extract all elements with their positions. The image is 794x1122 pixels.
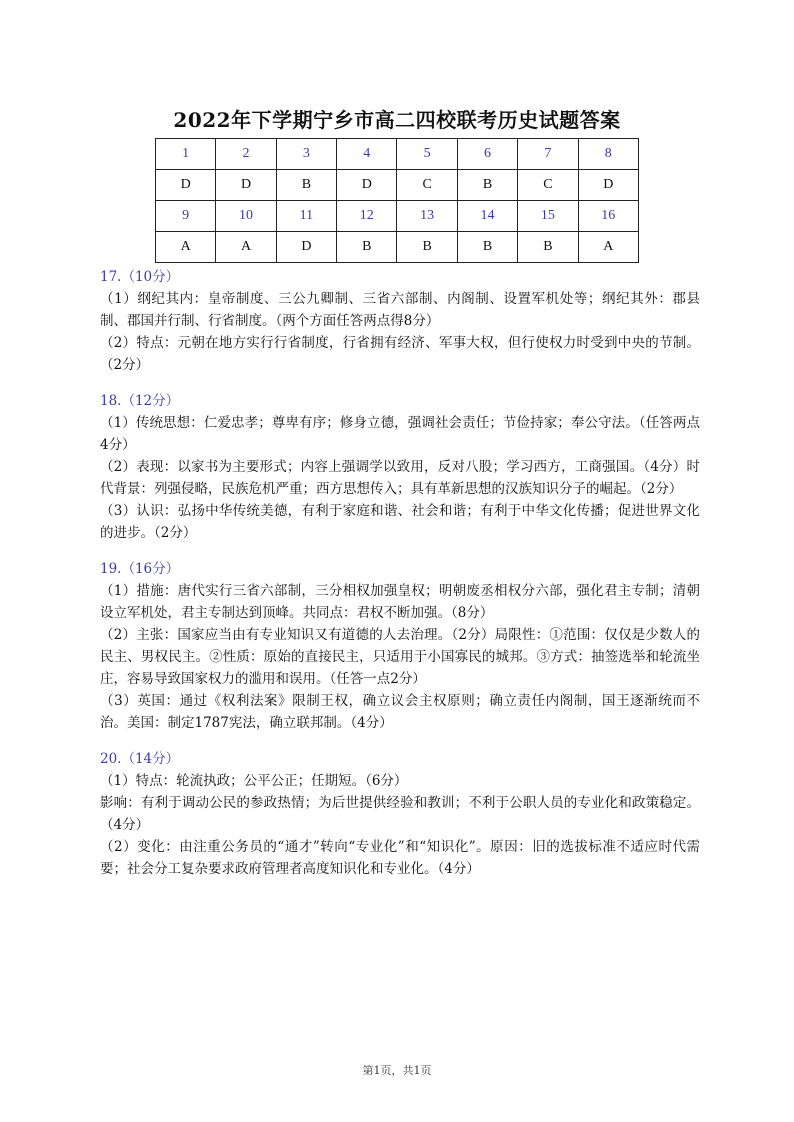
- question-number: 6: [457, 139, 517, 170]
- question-number: 15: [518, 201, 578, 232]
- answer-cell: C: [518, 170, 578, 201]
- answer-table-answer-row: [156, 232, 639, 263]
- answer-cell: A: [216, 232, 276, 263]
- question-17: [100, 266, 700, 376]
- answer-cell: B: [276, 170, 336, 201]
- answer-line: （3）英国：通过《权利法案》限制王权，确立议会主权原则；确立责任内阁制，国王逐渐统而不治。美国：制定1787宪法，确立联邦制。（4分）: [100, 693, 700, 731]
- question-number: 16: [578, 201, 638, 232]
- question-number: 9: [156, 201, 216, 232]
- question-number: 7: [518, 139, 578, 170]
- answer-line: （1）特点：轮流执政；公平公正；任期短。（6分）: [100, 773, 408, 789]
- answer-line: （2）表现：以家书为主要形式；内容上强调学以致用，反对八股；学习西方，工商强国。（4分）时代背景：列强侵略，民族危机严重；西方思想传入；具有革新思想的汉族知识分子的崛起。（2分）: [100, 459, 700, 497]
- question-number: 2: [216, 139, 276, 170]
- answer-line: （3）认识：弘扬中华传统美德，有利于家庭和谐、社会和谐；有利于中华文化传播；促进世界文化的进步。（2分）: [100, 503, 700, 541]
- answer-line: （2）特点：元朝在地方实行行省制度，行省拥有经济、军事大权，但行使权力时受到中央的节制。（2分）: [100, 335, 700, 373]
- answer-cell: D: [337, 170, 397, 201]
- question-number: 3: [276, 139, 336, 170]
- answer-cell: D: [216, 170, 276, 201]
- answer-content: [100, 266, 700, 880]
- question-18: [100, 390, 700, 544]
- question-number: 5: [397, 139, 457, 170]
- answer-table: [155, 138, 639, 263]
- answer-line: （1）措施：唐代实行三省六部制，三分相权加强皇权；明朝废丞相权分六部，强化君主专制；清朝设立军机处，君主专制达到顶峰。共同点：君权不断加强。（8分）: [100, 583, 700, 621]
- page-footer: 第1页，共1页: [362, 1064, 432, 1077]
- answer-line: 影响：有利于调动公民的参政热情；为后世提供经验和教训；不利于公职人员的专业化和政策稳定。（4分）: [100, 795, 700, 833]
- answer-line: （2）变化：由注重公务员的“通才”转向“专业化”和“知识化”。原因：旧的选拔标准不适应时代需要；社会分工复杂要求政府管理者高度知识化和专业化。（4分）: [100, 839, 700, 877]
- answer-cell: D: [578, 170, 638, 201]
- answer-cell: B: [337, 232, 397, 263]
- question-number: 10: [216, 201, 276, 232]
- answer-line: （1）纲纪其内：皇帝制度、三公九卿制、三省六部制、内阁制、设置军机处等；纲纪其外：郡县制、郡国并行制、行省制度。（两个方面任答两点得8分）: [100, 291, 700, 329]
- question-number: 1: [156, 139, 216, 170]
- question-20: [100, 748, 700, 880]
- answer-cell: A: [578, 232, 638, 263]
- answer-cell: B: [397, 232, 457, 263]
- answer-line: （2）主张：国家应当由有专业知识又有道德的人去治理。（2分）局限性：①范围：仅仅是少数人的民主、男权民主。②性质：原始的直接民主，只适用于小国寡民的城邦。③方式：抽签选举和轮流坐庄，容易导致国家权力的滥用和误用。（任答一点2分）: [100, 627, 700, 687]
- answer-cell: D: [156, 170, 216, 201]
- question-heading: 17.（10分）: [100, 269, 180, 285]
- question-number: 14: [457, 201, 517, 232]
- page-title: 2022年下学期宁乡市高二四校联考历史试题答案: [173, 108, 621, 132]
- answer-table-number-row: [156, 139, 639, 170]
- answer-cell: A: [156, 232, 216, 263]
- question-number: 8: [578, 139, 638, 170]
- question-number: 13: [397, 201, 457, 232]
- answer-cell: D: [276, 232, 336, 263]
- answer-cell: B: [457, 170, 517, 201]
- answer-table-number-row: [156, 201, 639, 232]
- question-19: [100, 558, 700, 734]
- question-number: 4: [337, 139, 397, 170]
- question-number: 11: [276, 201, 336, 232]
- answer-cell: B: [457, 232, 517, 263]
- question-heading: 20.（14分）: [100, 751, 180, 767]
- answer-line: （1）传统思想：仁爱忠孝；尊卑有序；修身立德，强调社会责任；节俭持家；奉公守法。（任答两点4分）: [100, 415, 700, 453]
- answer-cell: B: [518, 232, 578, 263]
- question-heading: 19.（16分）: [100, 561, 180, 577]
- answer-cell: C: [397, 170, 457, 201]
- answer-table-answer-row: [156, 170, 639, 201]
- question-number: 12: [337, 201, 397, 232]
- question-heading: 18.（12分）: [100, 393, 180, 409]
